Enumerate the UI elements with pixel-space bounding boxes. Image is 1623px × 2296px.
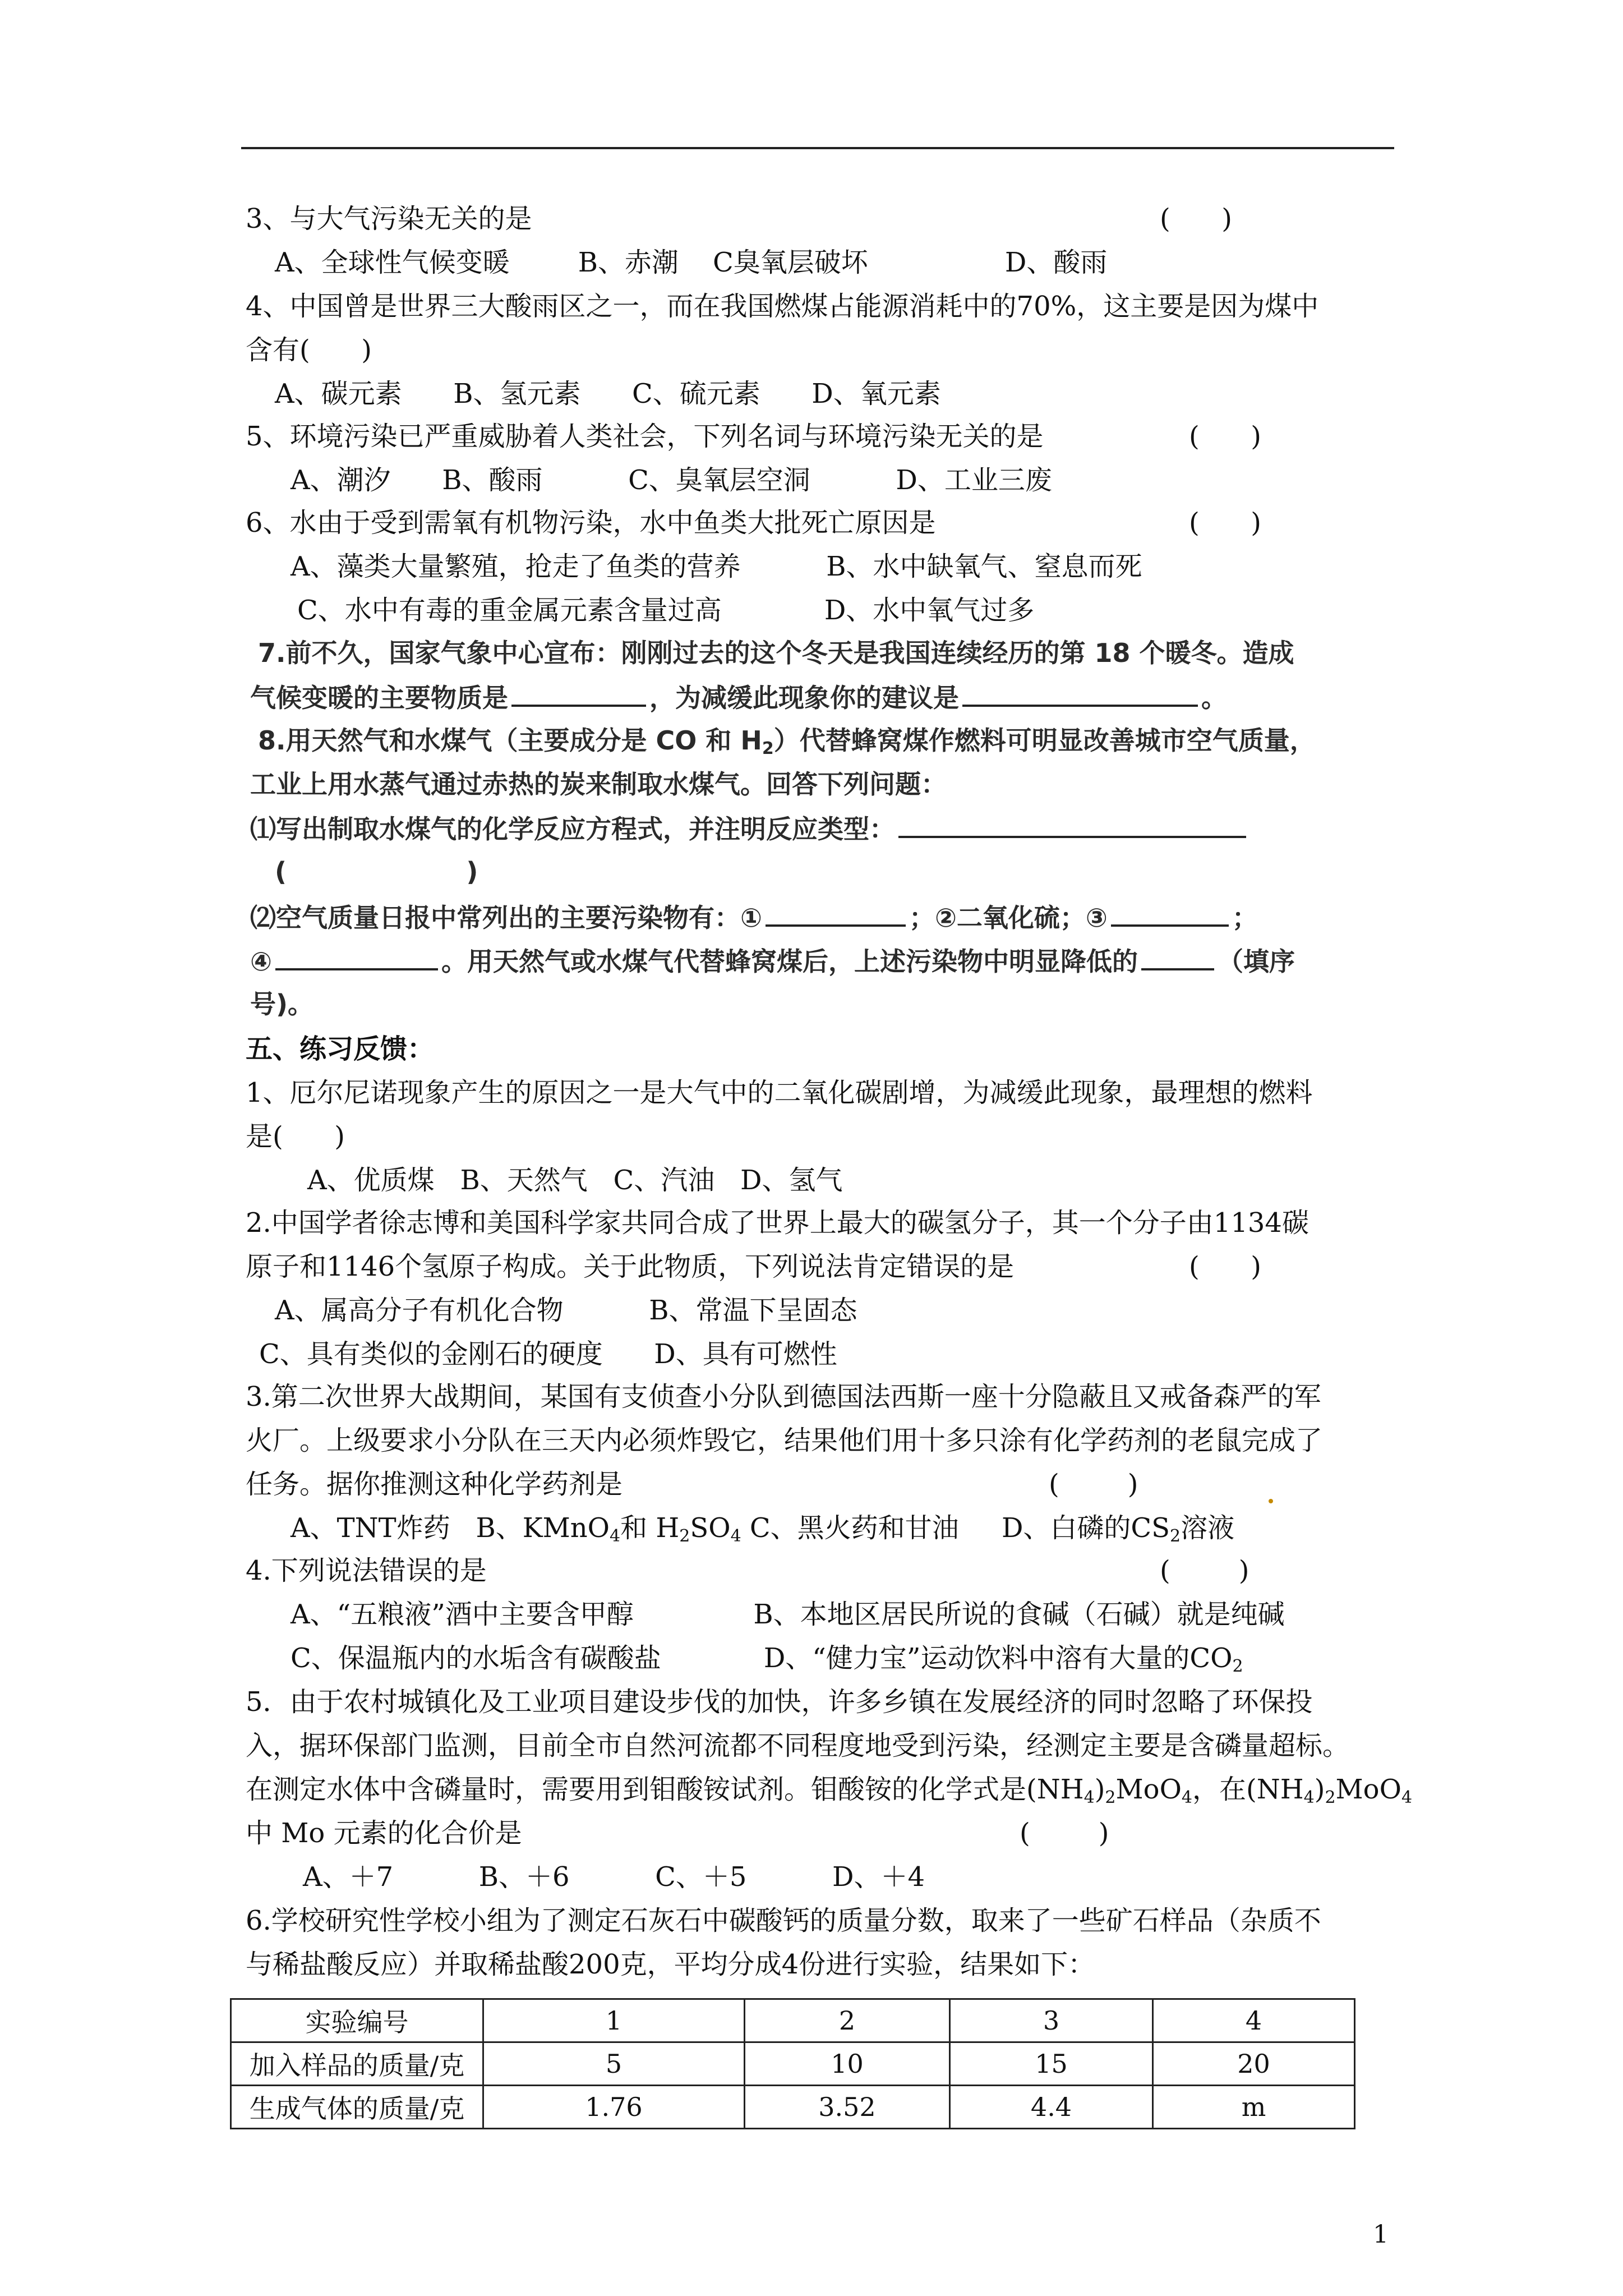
f5-sub-2a: 2 xyxy=(1105,1788,1116,1807)
f4-options-cd xyxy=(291,1641,1243,1675)
f3-sub-4: 2 xyxy=(1170,1526,1181,1546)
f2-stem-line2: 原子和1146个氢原子构成。关于此物质，下列说法肯定错误的是 xyxy=(246,1251,1015,1282)
table-cell: 4 xyxy=(1153,1999,1355,2042)
f3-opt-part1: A、TNT炸药 B、KMnO xyxy=(291,1512,610,1544)
q8-line5-c: ； xyxy=(1232,903,1258,933)
q8-blank-equation[interactable] xyxy=(898,811,1246,838)
table-cell: 15 xyxy=(950,2042,1153,2086)
q7-blank-suggestion[interactable] xyxy=(962,680,1198,707)
q5-stem: 5、环境污染已严重威胁着人类社会，下列名词与环境污染无关的是 xyxy=(246,421,1044,452)
table-cell: 1.76 xyxy=(483,2086,745,2129)
f5-line3-f: MoO xyxy=(1335,1774,1401,1805)
q6-options-cd: C、水中有毒的重金属元素含量过高 D、水中氧气过多 xyxy=(297,595,1035,626)
table-row xyxy=(231,2086,1355,2129)
q7-text-b: ，为减缓此现象你的建议是 xyxy=(649,683,959,713)
f6-stem-line1: 6.学校研究性学校小组为了测定石灰石中碳酸钙的质量分数，取来了一些矿石样品（杂质不 xyxy=(246,1905,1321,1936)
q8-line3-text: ⑴写出制取水煤气的化学反应方程式，并注明反应类型： xyxy=(250,814,895,844)
page-number: 1 xyxy=(1373,2220,1389,2249)
q4-stem-line1: 4、中国曾是世界三大酸雨区之一，而在我国燃煤占能源消耗中的70%，这主要是因为煤中 xyxy=(246,291,1319,322)
experiment-table xyxy=(230,1998,1355,2129)
f5-stem-line3 xyxy=(246,1773,1412,1806)
table-cell: 10 xyxy=(745,2042,950,2086)
f1-stem-line2: 是( ) xyxy=(246,1121,345,1152)
f5-line3-d: ，在(NH xyxy=(1192,1774,1304,1805)
q3-options: A、全球性气候变暖 B、赤潮 C臭氧层破坏 D、酸雨 xyxy=(275,247,1108,278)
f4-stem: 4.下列说法错误的是 xyxy=(246,1555,487,1586)
f5-sub-4a: 4 xyxy=(1083,1788,1095,1807)
f3-opt-part4: C、黑火药和甘油 D、白磷的CS xyxy=(741,1512,1170,1544)
f5-line3-e: ) xyxy=(1314,1774,1325,1805)
q7-text-a: 气候变暖的主要物质是 xyxy=(250,683,508,713)
f3-sub-1: 4 xyxy=(610,1526,621,1546)
f3-answer-paren: ( ) xyxy=(1049,1469,1138,1500)
q6-options-ab: A、藻类大量繁殖，抢走了鱼类的营养 B、水中缺氧气、窒息而死 xyxy=(291,551,1142,582)
f2-answer-paren: ( ) xyxy=(1189,1251,1261,1282)
f2-options-ab: A、属高分子有机化合物 B、常温下呈固态 xyxy=(275,1295,857,1326)
q8-line6 xyxy=(250,944,1295,978)
f1-options: A、优质煤 B、天然气 C、汽油 D、氢气 xyxy=(307,1165,843,1196)
f5-sub-4b: 4 xyxy=(1181,1788,1193,1807)
q8-line4-paren: ( ) xyxy=(275,857,478,887)
f4-co2-subscript: 2 xyxy=(1232,1657,1243,1676)
f1-stem-line1: 1、厄尔尼诺现象产生的原因之一是大气中的二氧化碳剧增，为减缓此现象，最理想的燃料 xyxy=(246,1077,1313,1108)
q5-answer-paren: ( ) xyxy=(1189,421,1261,452)
table-cell: m xyxy=(1153,2086,1355,2129)
q8-line3 xyxy=(250,811,1249,846)
f3-stem-line3: 任务。据你推测这种化学药剂是 xyxy=(246,1469,623,1500)
table-cell: 4.4 xyxy=(950,2086,1153,2129)
f3-opt-part3: SO xyxy=(690,1512,731,1544)
stray-mark xyxy=(1269,1499,1273,1503)
q8-line1 xyxy=(258,724,1316,757)
table-cell: 3 xyxy=(950,1999,1153,2042)
f4-opt-cd-text: C、保温瓶内的水垢含有碳酸盐 D、“健力宝”运动饮料中溶有大量的CO xyxy=(291,1642,1233,1674)
header-rule xyxy=(241,147,1394,149)
f5-stem-line4: 中 Mo 元素的化合价是 xyxy=(246,1818,522,1849)
section-title: 五、练习反馈： xyxy=(246,1033,435,1065)
q8-blank-pollutant-1[interactable] xyxy=(766,900,906,927)
q7-line1: 7.前不久，国家气象中心宣布：刚刚过去的这个冬天是我国连续经历的第 18 个暖冬。造成 xyxy=(258,638,1294,668)
q8-line7: 号)。 xyxy=(250,989,314,1019)
f5-sub-4c: 4 xyxy=(1303,1788,1315,1807)
q4-stem-line2: 含有( ) xyxy=(246,334,372,366)
f5-sub-2b: 2 xyxy=(1325,1788,1336,1807)
f5-stem-line2: 入，据环保部门监测，目前全市自然河流都不同程度地受到污染，经测定主要是含磷量超标。 xyxy=(246,1730,1350,1761)
q5-options: A、潮汐 B、酸雨 C、臭氧层空洞 D、工业三废 xyxy=(291,464,1052,496)
q8-line1-a: 8.用天然气和水煤气（主要成分是 CO 和 H xyxy=(258,725,762,756)
f3-stem-line2: 火厂。上级要求小分队在三天内必须炸毁它，结果他们用十多只涂有化学药剂的老鼠完成了 xyxy=(246,1425,1323,1456)
table-cell: 生成气体的质量/克 xyxy=(231,2086,483,2129)
f5-line3-c: MoO xyxy=(1115,1774,1182,1805)
q4-options: A、碳元素 B、氢元素 C、硫元素 D、氧元素 xyxy=(275,378,941,409)
table-cell: 20 xyxy=(1153,2042,1355,2086)
q7-text-c: 。 xyxy=(1201,683,1227,713)
q3-answer-paren: ( ) xyxy=(1160,203,1232,234)
q8-blank-pollutant-3[interactable] xyxy=(1111,900,1229,927)
f5-stem-line1: 5．由于农村城镇化及工业项目建设步伐的加快，许多乡镇在发展经济的同时忽略了环保投 xyxy=(246,1686,1313,1718)
table-cell: 加入样品的质量/克 xyxy=(231,2042,483,2086)
table-row xyxy=(231,2042,1355,2086)
q8-h2-subscript: 2 xyxy=(762,739,774,758)
f6-stem-line2: 与稀盐酸反应）并取稀盐酸200克，平均分成4份进行实验，结果如下： xyxy=(246,1949,1095,1980)
q8-line5-a: ⑵空气质量日报中常列出的主要污染物有：① xyxy=(250,903,762,933)
q8-blank-pollutant-4[interactable] xyxy=(275,944,438,970)
f4-answer-paren: ( ) xyxy=(1160,1555,1249,1586)
f5-answer-paren: ( ) xyxy=(1020,1818,1109,1849)
f3-options xyxy=(291,1511,1234,1545)
q8-line6-b: 。用天然气或水煤气代替蜂窝煤后，上述污染物中明显降低的 xyxy=(441,946,1138,977)
f5-sub-4d: 4 xyxy=(1401,1788,1413,1807)
f3-sub-2: 2 xyxy=(679,1526,690,1546)
f3-sub-3: 4 xyxy=(730,1526,741,1546)
f5-options: A、＋7 B、＋6 C、＋5 D、＋4 xyxy=(303,1861,925,1893)
f3-opt-part5: 溶液 xyxy=(1181,1512,1235,1544)
q8-line1-b: ）代替蜂窝煤作燃料可明显改善城市空气质量， xyxy=(773,725,1316,756)
table-cell: 1 xyxy=(483,1999,745,2042)
q6-stem: 6、水由于受到需氧有机物污染，水中鱼类大批死亡原因是 xyxy=(246,507,936,539)
q8-line5-b: ；②二氧化硫；③ xyxy=(909,903,1108,933)
q8-line2: 工业上用水蒸气通过赤热的炭来制取水煤气。回答下列问题： xyxy=(250,769,947,799)
table-cell: 3.52 xyxy=(745,2086,950,2129)
table-cell: 5 xyxy=(483,2042,745,2086)
q8-line6-a: ④ xyxy=(250,946,272,977)
table-cell: 实验编号 xyxy=(231,1999,483,2042)
f5-line3-a: 在测定水体中含磷量时，需要用到钼酸铵试剂。钼酸铵的化学式是(NH xyxy=(246,1774,1084,1805)
q8-blank-order[interactable] xyxy=(1141,944,1214,970)
f2-options-cd: C、具有类似的金刚石的硬度 D、具有可燃性 xyxy=(259,1338,837,1370)
f3-opt-part2: 和 H xyxy=(620,1512,680,1544)
q8-line5 xyxy=(250,900,1258,935)
f3-stem-line1: 3.第二次世界大战期间，某国有支侦查小分队到德国法西斯一座十分隐蔽且又戒备森严的军 xyxy=(246,1381,1321,1412)
table-row xyxy=(231,1999,1355,2042)
q7-blank-substance[interactable] xyxy=(511,680,646,707)
q3-stem: 3、与大气污染无关的是 xyxy=(246,203,532,234)
q8-line6-c: （填序 xyxy=(1217,946,1295,977)
table-cell: 2 xyxy=(745,1999,950,2042)
q6-answer-paren: ( ) xyxy=(1189,507,1261,539)
f5-line3-b: ) xyxy=(1094,1774,1105,1805)
f4-options-ab: A、“五粮液”酒中主要含甲醇 B、本地区居民所说的食碱（石碱）就是纯碱 xyxy=(291,1599,1285,1630)
q7-line2 xyxy=(250,680,1227,715)
f2-stem-line1: 2.中国学者徐志博和美国科学家共同合成了世界上最大的碳氢分子，其一个分子由1134碳 xyxy=(246,1207,1309,1239)
